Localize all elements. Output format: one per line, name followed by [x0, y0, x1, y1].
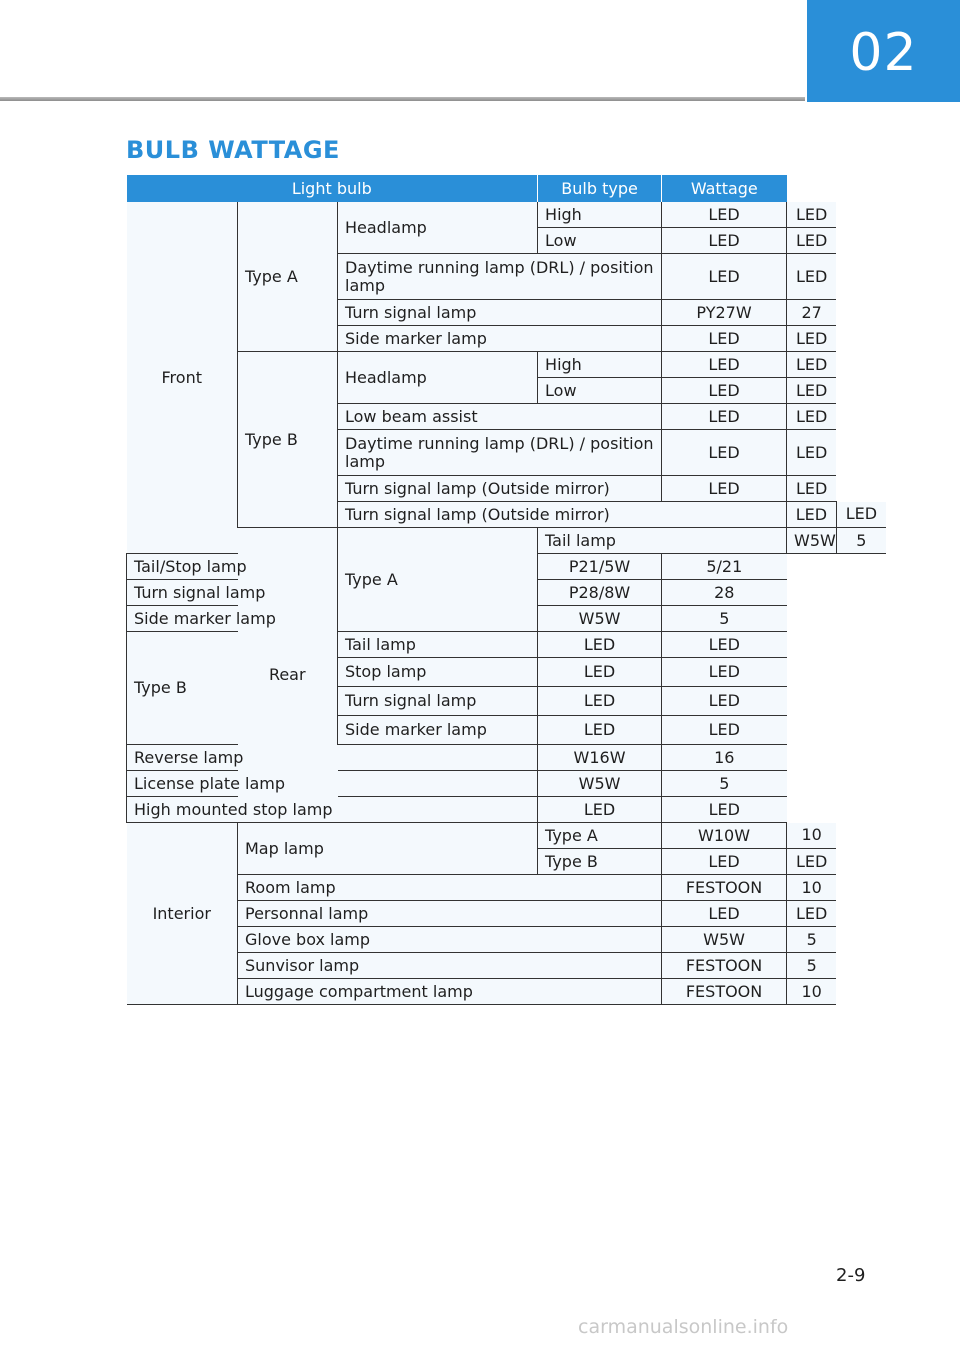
- category-front: Front: [127, 202, 238, 554]
- bulb-type: LED: [538, 687, 662, 716]
- bulb-type: W16W: [538, 745, 662, 771]
- wattage: LED: [787, 430, 837, 476]
- bulb-type: P21/5W: [538, 554, 662, 580]
- wattage: LED: [662, 797, 787, 823]
- header-bulb-type: Bulb type: [538, 175, 662, 202]
- table-row: [127, 927, 887, 953]
- wattage: 5: [662, 771, 787, 797]
- bulb-type: LED: [662, 430, 787, 476]
- front-a-turn: Turn signal lamp: [338, 300, 662, 326]
- wattage: 5: [787, 927, 837, 953]
- wattage: LED: [787, 352, 837, 378]
- table-header-row: [127, 175, 887, 202]
- wattage: LED: [662, 658, 787, 687]
- interior-room: Room lamp: [238, 875, 662, 901]
- bulb-type: LED: [662, 849, 787, 875]
- table-row: [127, 979, 887, 1005]
- front-b-headlamp: Headlamp: [338, 352, 538, 404]
- bulb-type: W5W: [538, 771, 662, 797]
- bulb-type: LED: [662, 326, 787, 352]
- wattage: 5: [836, 528, 886, 554]
- rear-type-a: Type A: [338, 528, 538, 632]
- wattage: 5: [787, 953, 837, 979]
- interior-luggage: Luggage compartment lamp: [238, 979, 662, 1005]
- front-mirror-turn: Turn signal lamp (Outside mirror): [338, 502, 787, 528]
- wattage: LED: [662, 716, 787, 745]
- header-light-bulb: Light bulb: [127, 175, 538, 202]
- bulb-type: LED: [787, 502, 837, 528]
- section-title: BULB WATTAGE: [126, 136, 340, 164]
- interior-sunvisor: Sunvisor lamp: [238, 953, 662, 979]
- wattage: 27: [787, 300, 837, 326]
- bulb-type: LED: [662, 254, 787, 300]
- rear-a-turn: Turn signal lamp: [127, 580, 338, 606]
- rear-hmsl: High mounted stop lamp: [127, 797, 538, 823]
- interior-map-type-b: Type B: [538, 849, 662, 875]
- front-type-a: Type A: [238, 202, 338, 352]
- table-row: [127, 953, 887, 979]
- wattage: LED: [787, 901, 837, 927]
- table-row: [127, 771, 887, 797]
- chapter-tab: 02: [807, 0, 960, 102]
- wattage: LED: [787, 849, 837, 875]
- front-a-high: High: [538, 202, 662, 228]
- bulb-type: LED: [662, 202, 787, 228]
- table-row: [127, 797, 887, 823]
- interior-glove: Glove box lamp: [238, 927, 662, 953]
- front-a-headlamp: Headlamp: [338, 202, 538, 254]
- rear-a-tail: Tail lamp: [538, 528, 787, 554]
- bulb-type: LED: [662, 476, 787, 502]
- rear-b-turn: Turn signal lamp: [338, 687, 538, 716]
- bulb-type: LED: [662, 901, 787, 927]
- wattage: LED: [662, 632, 787, 658]
- bulb-type: FESTOON: [662, 875, 787, 901]
- bulb-type: W5W: [538, 606, 662, 632]
- table-row: [127, 875, 887, 901]
- rear-a-tailstop: Tail/Stop lamp: [127, 554, 338, 580]
- front-b-lba: Low beam assist: [338, 404, 662, 430]
- bulb-type: LED: [662, 404, 787, 430]
- wattage: 28: [662, 580, 787, 606]
- table-row: [127, 745, 887, 771]
- front-b-turn: Turn signal lamp (Outside mirror): [338, 476, 662, 502]
- bulb-type: FESTOON: [662, 979, 787, 1005]
- bulb-type: LED: [538, 658, 662, 687]
- rear-b-tail: Tail lamp: [338, 632, 538, 658]
- wattage: LED: [662, 687, 787, 716]
- bulb-type: LED: [662, 378, 787, 404]
- wattage: LED: [836, 502, 886, 528]
- front-b-drl: Daytime running lamp (DRL) / position lamp: [338, 430, 662, 476]
- header-rule: [0, 97, 805, 101]
- bulb-type: LED: [662, 352, 787, 378]
- wattage: LED: [787, 228, 837, 254]
- bulb-wattage-table: [126, 175, 886, 1005]
- wattage: 5/21: [662, 554, 787, 580]
- rear-type-b: Type B: [127, 632, 338, 745]
- bulb-type: P28/8W: [538, 580, 662, 606]
- interior-map: Map lamp: [238, 823, 538, 875]
- interior-personnal: Personnal lamp: [238, 901, 662, 927]
- watermark: carmanualsonline.info: [578, 1316, 789, 1338]
- bulb-type: LED: [538, 797, 662, 823]
- rear-license: License plate lamp: [127, 771, 538, 797]
- wattage: LED: [787, 404, 837, 430]
- page-number: 2-9: [836, 1265, 866, 1286]
- table-row: [127, 202, 887, 228]
- table-row: [127, 352, 887, 378]
- bulb-type: FESTOON: [662, 953, 787, 979]
- bulb-type: LED: [538, 632, 662, 658]
- wattage: 16: [662, 745, 787, 771]
- wattage: LED: [787, 326, 837, 352]
- bulb-type: LED: [662, 228, 787, 254]
- wattage: 10: [787, 875, 837, 901]
- rear-b-stop: Stop lamp: [338, 658, 538, 687]
- wattage: LED: [787, 202, 837, 228]
- header-wattage: Wattage: [662, 175, 787, 202]
- bulb-type: W5W: [787, 528, 837, 554]
- table-row: [127, 528, 887, 554]
- front-a-low: Low: [538, 228, 662, 254]
- wattage: 10: [787, 979, 837, 1005]
- bulb-type: W10W: [662, 823, 787, 849]
- wattage: LED: [787, 378, 837, 404]
- wattage: LED: [787, 254, 837, 300]
- bulb-type: W5W: [662, 927, 787, 953]
- rear-reverse: Reverse lamp: [127, 745, 538, 771]
- bulb-type: PY27W: [662, 300, 787, 326]
- wattage: 5: [662, 606, 787, 632]
- category-interior: Interior: [127, 823, 238, 1005]
- table-row: [127, 632, 887, 658]
- rear-a-side: Side marker lamp: [127, 606, 338, 632]
- interior-map-type-a: Type A: [538, 823, 662, 849]
- front-type-b: Type B: [238, 352, 338, 528]
- wattage: LED: [787, 476, 837, 502]
- wattage: 10: [787, 823, 837, 849]
- rear-b-side: Side marker lamp: [338, 716, 538, 745]
- front-a-drl: Daytime running lamp (DRL) / position lamp: [338, 254, 662, 300]
- category-rear: Rear: [238, 528, 338, 823]
- bulb-type: LED: [538, 716, 662, 745]
- table-row: [127, 823, 887, 849]
- front-b-high: High: [538, 352, 662, 378]
- front-b-low: Low: [538, 378, 662, 404]
- front-a-side: Side marker lamp: [338, 326, 662, 352]
- table-row: [127, 901, 887, 927]
